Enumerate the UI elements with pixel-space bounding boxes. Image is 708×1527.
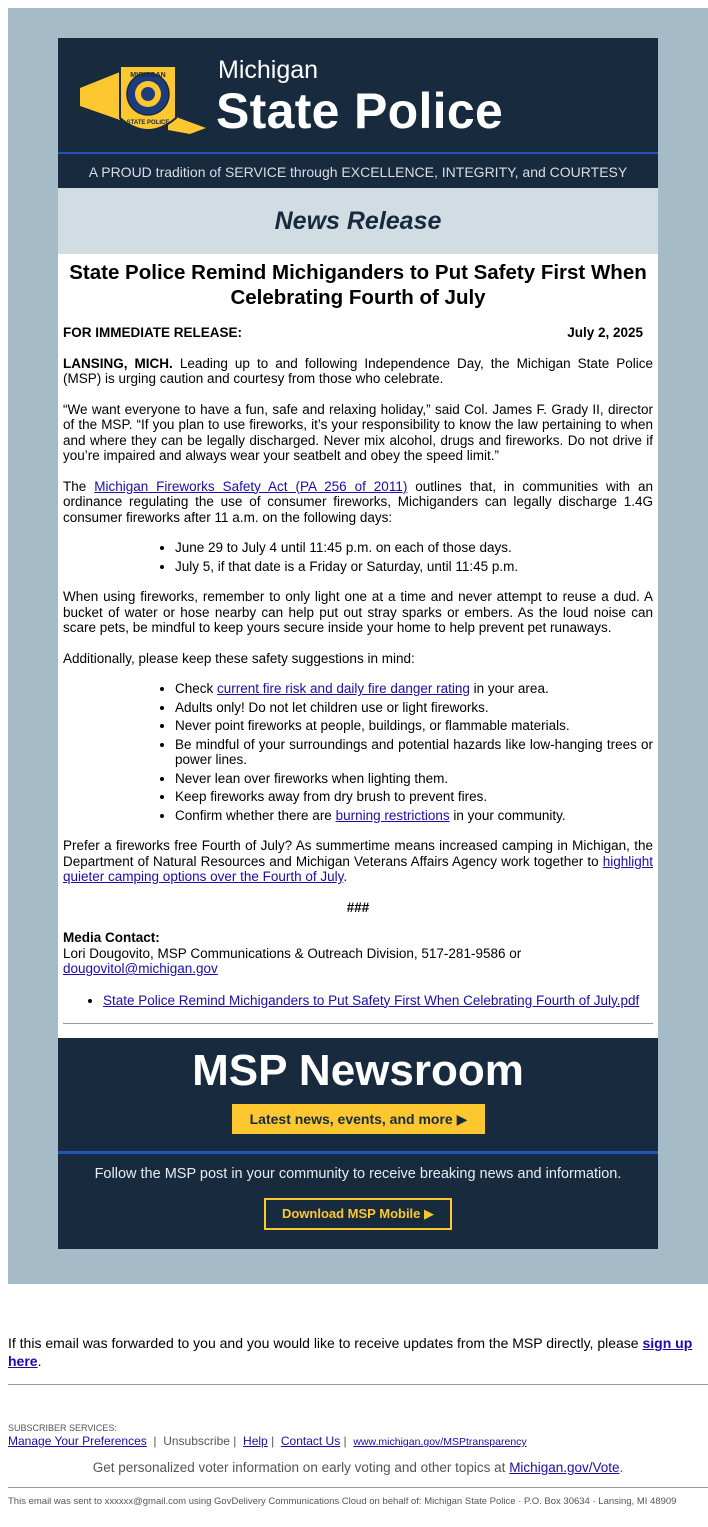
law-post: outlines that, in communities with an ordinance regulating the use of consumer fireworks, Michiganders can legally discharge 1.4G consumer fireworks after 11 a.m. on the following days:	[63, 478, 654, 525]
divider	[8, 1487, 708, 1488]
paragraph-law	[63, 479, 653, 526]
brand-line-1: Michigan	[218, 56, 319, 84]
unsubscribe-link[interactable]: Unsubscribe	[163, 1434, 230, 1448]
paragraph-suggestions: Additionally, please keep these safety suggestions in mind:	[63, 650, 415, 666]
media-contact-text: Lori Dougovito, MSP Communications & Outreach Division, 517-281-9586 or	[63, 945, 522, 961]
vote-end: .	[619, 1460, 624, 1475]
sign-up-link[interactable]: sign up here	[8, 1335, 693, 1369]
subscriber-services-label: SUBSCRIBER SERVICES:	[8, 1423, 117, 1433]
tagline: A PROUD tradition of SERVICE through EXCELLENCE, INTEGRITY, and COURTESY	[88, 164, 628, 180]
forward-text: If this email was forwarded to you and you would like to receive updates from the MSP directly, please	[8, 1335, 643, 1351]
media-contact-label: Media Contact:	[63, 930, 160, 945]
camping-options-link[interactable]: highlight quieter camping options over the Fourth of July	[63, 853, 653, 884]
msp-header	[58, 38, 658, 188]
voter-info	[8, 1460, 708, 1475]
msp-newsroom-banner	[58, 1038, 658, 1249]
paragraph-quote: “We want everyone to have a fun, safe and relaxing holiday,” said Col. James F. Grady II, director of the MSP. “If you plan to use fireworks, it’s your responsibility to know the law pertaining to when and where they can be legally discharged. Never mix alcohol, drugs and fireworks. Do not drive if you’re impaired and always wear your seatbelt and obey the speed limit.”	[63, 401, 653, 463]
end-mark: ###	[346, 899, 370, 915]
law-pre: The	[63, 478, 95, 494]
msp-badge-icon	[80, 58, 206, 142]
burning-restrictions-link[interactable]: burning restrictions	[335, 807, 450, 823]
fire-risk-link[interactable]: current fire risk and daily fire danger rating	[217, 681, 470, 696]
paragraph-intro	[63, 356, 653, 387]
camping-pre: Prefer a fireworks free Fourth of July? As summertime means increased camping in Michigan, the Department of Natural Resources and Michigan Veterans Affairs Agency work together to	[63, 838, 653, 869]
list-item: • Keep fireworks away from dry brush to prevent fires.	[175, 789, 653, 805]
article-headline: State Police Remind Michiganders to Put Safety First When Celebrating Fourth of July	[69, 261, 647, 309]
follow-text: Follow the MSP post in your community to receive breaking news and information.	[94, 1166, 622, 1182]
email-card	[58, 38, 658, 1249]
news-release-band: News Release	[58, 188, 658, 254]
contact-email-link[interactable]: dougovitol@michigan.gov	[63, 961, 218, 976]
newsroom-title: MSP Newsroom	[192, 1046, 524, 1095]
attachment-list	[63, 993, 653, 1009]
release-row	[63, 325, 653, 341]
divider	[63, 1023, 653, 1024]
article-body	[58, 260, 658, 1024]
badge-top-text: MICHIGAN	[130, 72, 166, 79]
days-list	[63, 540, 653, 574]
fireworks-act-link[interactable]: Michigan Fireworks Safety Act (PA 256 of 2011)	[94, 478, 408, 494]
tip-text: Confirm whether there are	[175, 807, 336, 823]
newsroom-divider	[58, 1151, 658, 1154]
list-item: • Adults only! Do not let children use or light fireworks.	[175, 700, 653, 716]
list-item: • Never point fireworks at people, buildings, or flammable materials.	[175, 718, 653, 734]
paragraph-usage: When using fireworks, remember to only light one at a time and never attempt to reuse a dud. A bucket of water or hose nearby can help put out stray sparks or embers. As the loud noise can scare pets, be mindful to keep yours secure inside your home to help prevent pet runaways.	[63, 589, 653, 635]
transparency-link[interactable]: www.michigan.gov/MSPtransparency	[353, 1436, 527, 1448]
vote-text: Get personalized voter information on early voting and other topics at	[92, 1460, 510, 1475]
release-label: FOR IMMEDIATE RELEASE:	[63, 325, 243, 340]
camping-post: .	[343, 869, 348, 884]
help-link[interactable]: Help	[243, 1434, 268, 1448]
contact-us-link[interactable]: Contact Us	[280, 1434, 341, 1448]
vote-link[interactable]: Michigan.gov/Vote	[509, 1460, 620, 1475]
list-item	[175, 808, 653, 824]
email-outer-frame	[8, 8, 708, 1284]
paragraph-camping	[63, 838, 653, 885]
list-item: • Never lean over fireworks when lighting them.	[175, 771, 653, 787]
divider	[8, 1384, 708, 1385]
list-item: • June 29 to July 4 until 11:45 p.m. on each of those days.	[175, 540, 653, 556]
list-item: • July 5, if that date is a Friday or Saturday, until 11:45 p.m.	[175, 559, 653, 575]
manage-preferences-link[interactable]: Manage Your Preferences	[8, 1434, 147, 1448]
badge-bottom-text: STATE POLICE	[126, 120, 170, 126]
tip-text: in your community.	[449, 807, 566, 823]
tips-list	[63, 681, 653, 823]
latest-news-button[interactable]: Latest news, events, and more ▶	[232, 1104, 485, 1134]
tip-text: Check	[175, 681, 218, 696]
forward-end: .	[37, 1353, 42, 1369]
forward-notice	[8, 1334, 708, 1370]
subscriber-links: Manage Your Preferences | Unsubscribe | Help | Contact Us | www.michigan.gov/MSPtransparency	[8, 1434, 527, 1448]
pdf-attachment-link[interactable]: State Police Remind Michiganders to Put Safety First When Celebrating Fourth of July.pdf	[103, 992, 640, 1008]
list-item	[103, 993, 653, 1009]
list-item	[175, 681, 653, 697]
tip-text: in your area.	[469, 681, 549, 696]
paragraph-intro-text: Leading up to and following Independence Day, the Michigan State Police (MSP) is urging caution and courtesy from those who celebrate.	[63, 355, 654, 386]
brand-line-2: State Police	[216, 83, 504, 139]
download-msp-mobile-button[interactable]: Download MSP Mobile ▶	[264, 1198, 452, 1230]
release-date: July 2, 2025	[567, 325, 643, 340]
sent-to-notice: This email was sent to xxxxxx@gmail.com using GovDelivery Communications Cloud on behalf of: Michigan State Police · P.O. Box 30634 · Lansing, MI 48909	[8, 1496, 677, 1507]
dateline: LANSING, MICH.	[63, 355, 173, 371]
list-item: • Be mindful of your surroundings and potential hazards like low-hanging trees or power lines.	[175, 737, 653, 768]
header-divider	[58, 152, 658, 154]
